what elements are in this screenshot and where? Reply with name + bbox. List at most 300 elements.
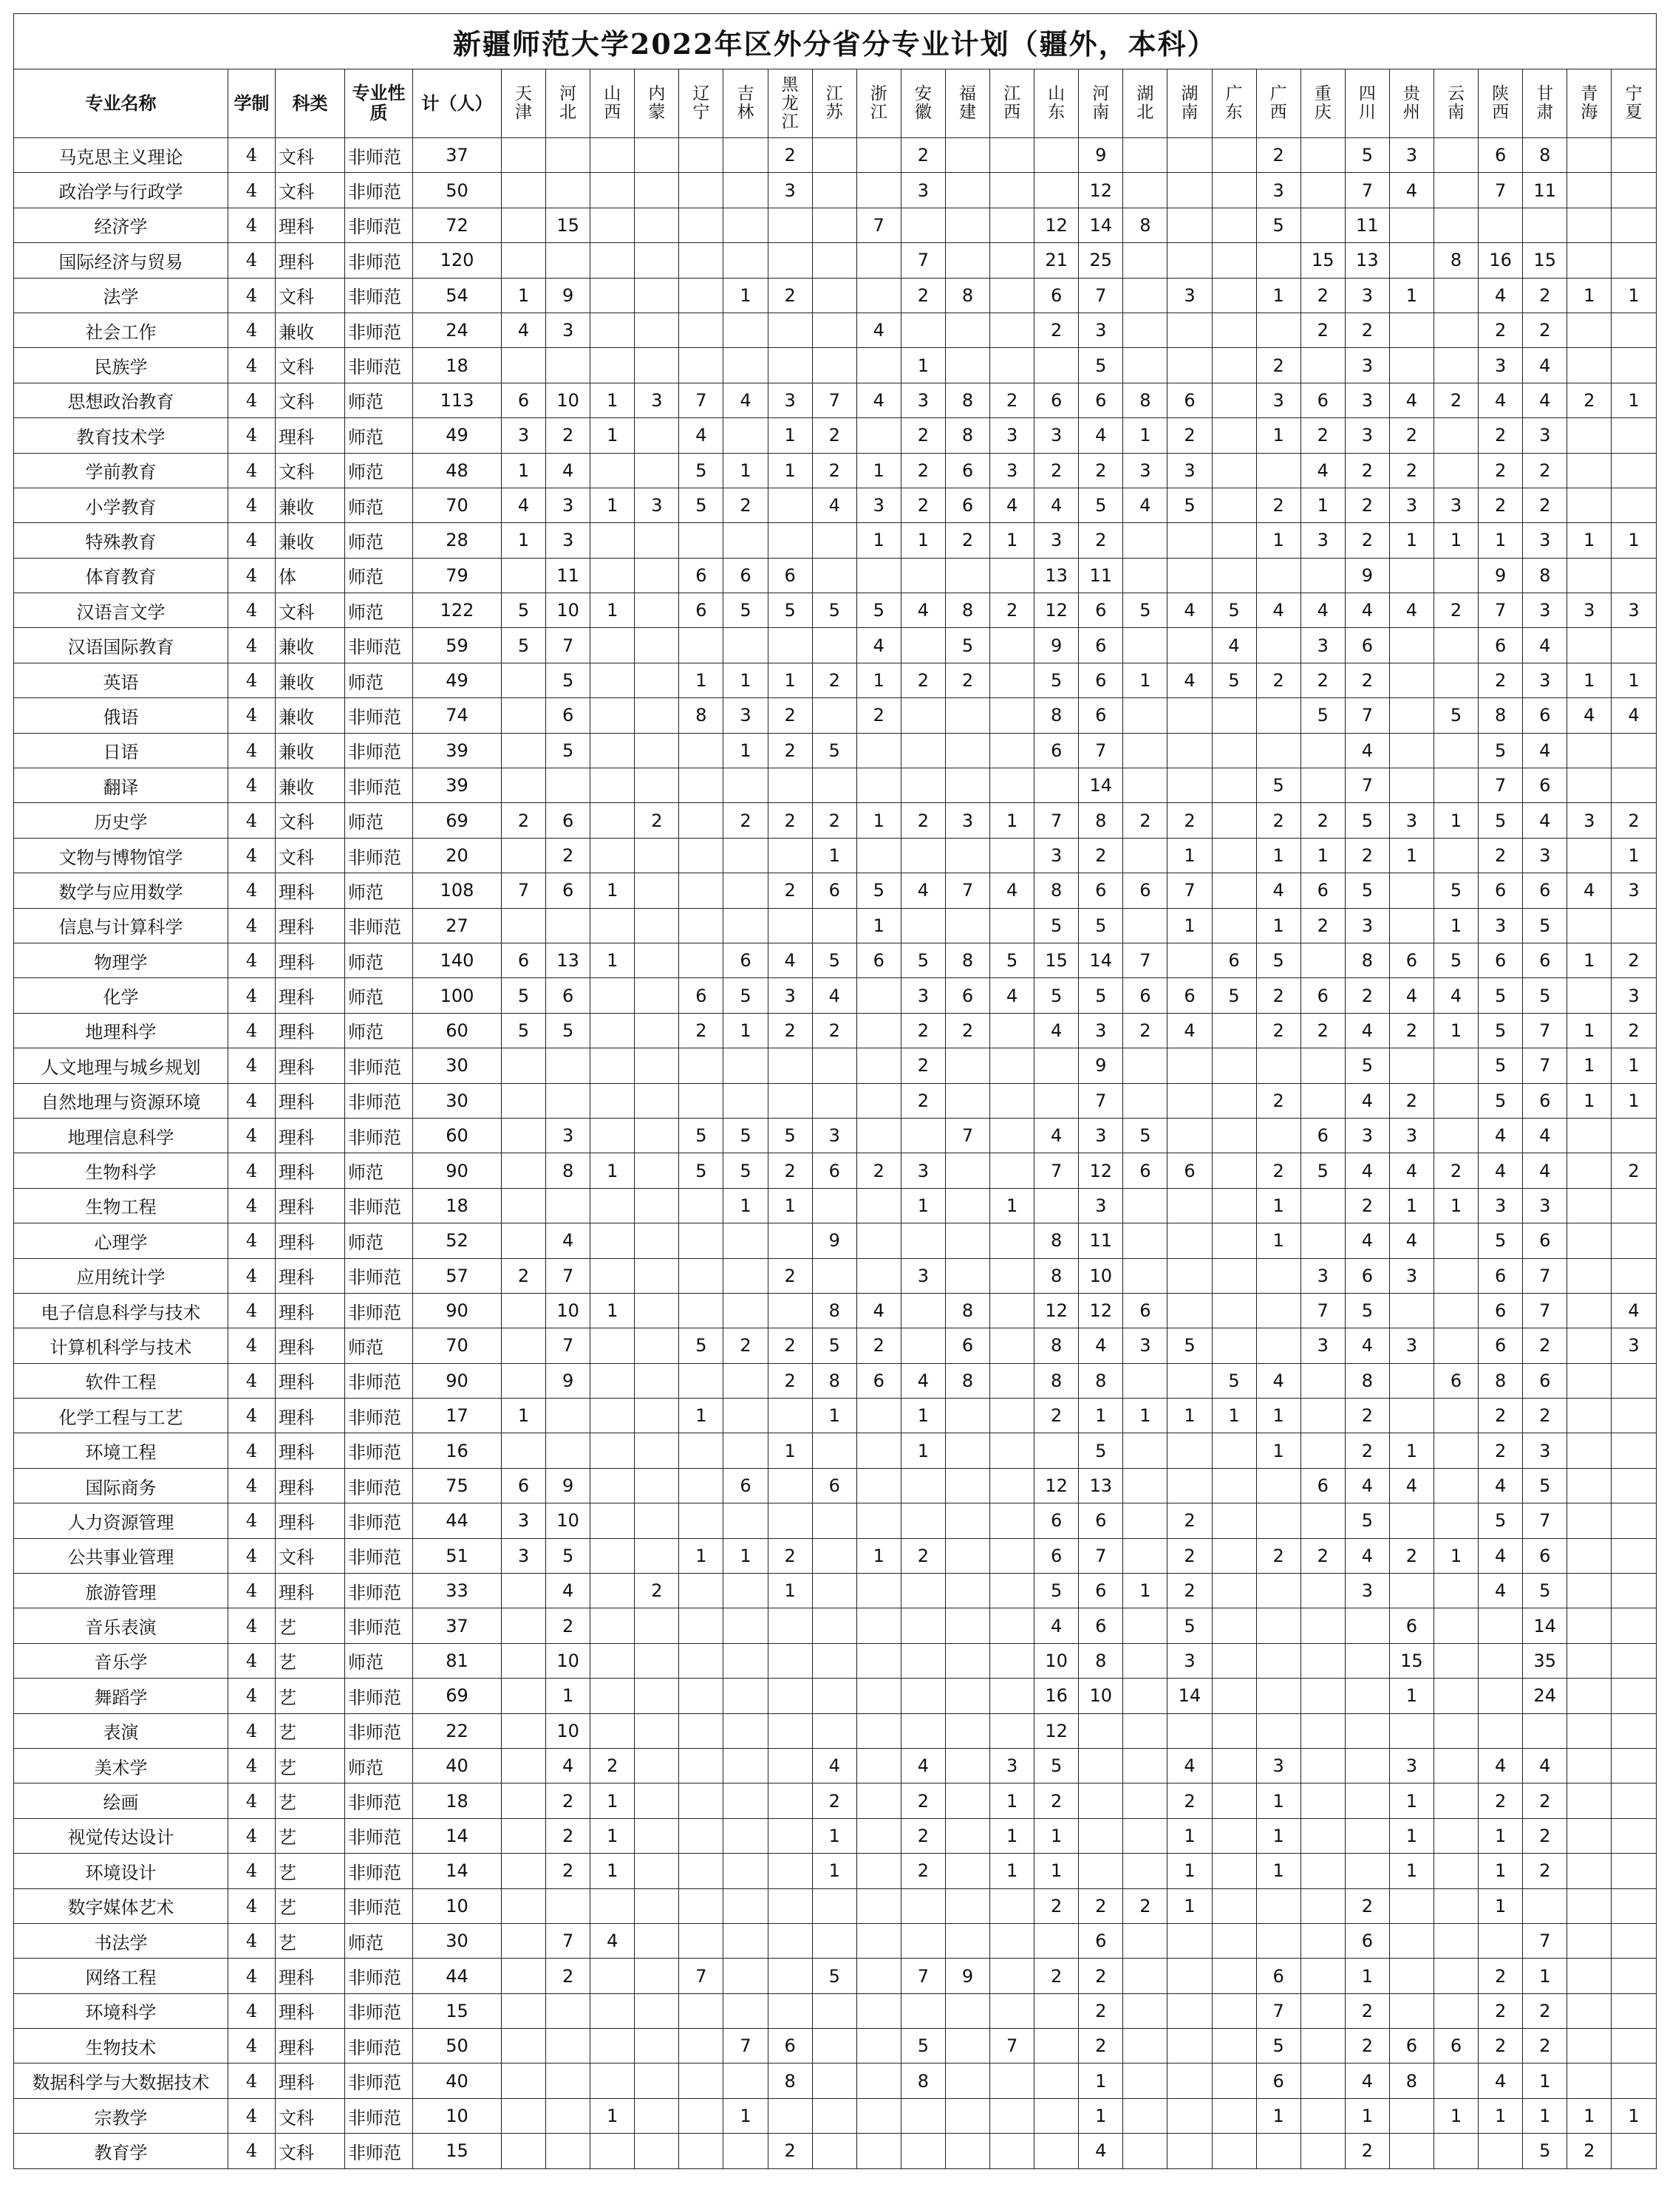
province-count-cell: 5 [502,1013,546,1048]
province-count-cell: 3 [1079,1118,1123,1153]
province-count-cell [723,1503,768,1538]
province-count-cell: 7 [502,873,546,908]
province-count-cell [1034,1188,1079,1223]
province-count-cell [1256,1574,1300,1608]
major-name-cell: 俄语 [14,698,228,733]
province-count-cell: 2 [1256,803,1300,838]
province-count-cell [635,628,679,663]
province-count-cell [679,1888,723,1923]
province-count-cell: 2 [1034,1399,1079,1433]
province-count-cell: 7 [679,383,723,417]
province-count-cell [1212,523,1256,558]
province-count-cell [1167,1993,1212,2028]
province-count-cell: 2 [812,1783,856,1818]
province-count-cell: 5 [1345,1048,1389,1083]
total-cell: 59 [413,628,502,663]
nature-cell: 师范 [345,978,413,1013]
duration-cell: 4 [228,2098,276,2133]
province-count-cell [1612,1363,1656,1398]
province-count-cell [546,2029,590,2063]
table-row [14,1399,1657,1433]
province-count-cell [1300,1748,1345,1783]
province-count-cell: 1 [1612,663,1656,697]
province-count-cell: 3 [990,418,1034,453]
province-count-cell [1212,313,1256,347]
province-count-cell: 4 [1345,1153,1389,1188]
province-count-cell: 7 [1523,1048,1567,1083]
province-count-cell: 6 [1123,1293,1167,1328]
province-count-cell: 35 [1523,1643,1567,1678]
province-count-cell [1212,1468,1256,1503]
table-row [14,803,1657,838]
province-count-cell [901,1118,945,1153]
province-count-cell: 1 [1612,1048,1656,1083]
province-count-cell [1389,698,1434,733]
province-count-cell [635,1399,679,1433]
province-count-cell [1256,1468,1300,1503]
province-count-cell: 2 [1079,838,1123,873]
province-count-cell [502,2063,546,2098]
province-count-cell [546,1048,590,1083]
province-count-cell [1256,313,1300,347]
province-count-cell: 5 [723,593,768,628]
province-count-cell: 5 [1523,978,1567,1013]
province-count-cell [1123,1538,1167,1573]
province-count-cell [1612,138,1656,173]
province-count-cell: 4 [1389,1153,1434,1188]
province-count-cell [590,1713,635,1748]
province-count-cell: 5 [1212,593,1256,628]
province-count-cell [1567,1503,1612,1538]
province-count-cell [1434,313,1478,347]
province-count-cell: 6 [1479,943,1523,977]
province-count-cell [1212,243,1256,278]
province-count-cell [768,243,812,278]
province-count-cell [723,1679,768,1713]
province-count-cell: 2 [768,803,812,838]
province-count-cell [502,243,546,278]
province-count-cell [546,348,590,383]
province-count-cell [1389,1923,1434,1958]
province-count-cell: 3 [768,383,812,417]
category-cell: 理科 [276,908,345,943]
province-count-cell: 4 [812,488,856,522]
province-count-cell [723,1959,768,1993]
province-count-cell [990,1538,1034,1573]
province-count-cell: 3 [546,523,590,558]
province-count-cell: 5 [1212,978,1256,1013]
duration-cell: 4 [228,523,276,558]
province-count-cell [812,173,856,208]
province-count-cell: 1 [723,1013,768,1048]
province-count-cell [1123,558,1167,593]
province-count-cell: 1 [1479,523,1523,558]
province-count-cell: 5 [1034,978,1079,1013]
province-count-cell [812,1503,856,1538]
province-count-cell: 1 [1567,523,1612,558]
province-count-cell: 6 [1345,1258,1389,1293]
province-count-cell [812,1643,856,1678]
province-count-cell [901,1713,945,1748]
total-cell: 27 [413,908,502,943]
province-count-cell: 6 [856,943,901,977]
province-count-cell: 1 [1612,838,1656,873]
province-count-cell: 1 [1123,1574,1167,1608]
province-count-cell [1567,173,1612,208]
duration-cell: 4 [228,383,276,417]
province-count-cell [768,1959,812,1993]
province-count-cell [1612,1713,1656,1748]
province-count-cell: 2 [1256,1538,1300,1573]
province-count-cell: 4 [901,1363,945,1398]
province-count-cell [990,348,1034,383]
province-count-cell: 6 [768,558,812,593]
province-count-cell [1389,2098,1434,2133]
province-count-cell: 4 [768,943,812,977]
province-count-cell [679,1188,723,1223]
total-cell: 50 [413,2029,502,2063]
province-count-cell [502,1818,546,1853]
province-count-cell [945,1748,989,1783]
province-count-cell: 7 [1034,1153,1079,1188]
province-count-cell [679,2063,723,2098]
province-count-cell [1079,1818,1123,1853]
total-cell: 44 [413,1503,502,1538]
major-name-cell: 地理信息科学 [14,1118,228,1153]
major-name-cell: 化学工程与工艺 [14,1399,228,1433]
province-count-cell: 10 [1079,1679,1123,1713]
province-count-cell: 2 [723,1328,768,1363]
duration-cell: 4 [228,1643,276,1678]
province-count-cell [945,2029,989,2063]
province-count-cell [1612,1188,1656,1223]
province-count-cell: 2 [635,1574,679,1608]
province-count-cell [1034,1433,1079,1468]
major-name-cell: 环境科学 [14,1993,228,2028]
province-count-cell [1212,1608,1256,1643]
province-count-cell [546,138,590,173]
province-count-cell: 3 [901,978,945,1013]
province-count-cell [635,1643,679,1678]
province-count-cell [856,1399,901,1433]
province-count-cell: 2 [1523,313,1567,347]
province-count-cell: 3 [1345,278,1389,313]
province-count-cell: 6 [945,978,989,1013]
province-count-cell: 3 [901,173,945,208]
province-count-cell [768,1503,812,1538]
table-row [14,418,1657,453]
nature-cell: 师范 [345,1223,413,1258]
province-count-cell [812,1574,856,1608]
province-count-cell [990,313,1034,347]
province-count-cell: 8 [945,278,989,313]
province-count-cell [812,2029,856,2063]
duration-cell: 4 [228,2063,276,2098]
nature-cell: 非师范 [345,1468,413,1503]
province-count-cell [812,1083,856,1118]
province-count-cell: 1 [856,453,901,488]
province-count-cell [635,873,679,908]
nature-cell: 非师范 [345,1713,413,1748]
province-count-cell: 1 [1523,1959,1567,1993]
province-count-cell [679,1993,723,2028]
province-count-cell [546,1188,590,1223]
province-count-cell [502,1118,546,1153]
province-count-cell [990,1923,1034,1958]
province-count-cell [901,768,945,803]
province-count-cell: 12 [1034,593,1079,628]
province-count-cell: 8 [945,593,989,628]
province-count-cell [856,1188,901,1223]
province-count-cell [1123,1223,1167,1258]
province-count-cell [990,1643,1034,1678]
province-count-cell [723,1783,768,1818]
province-count-cell [1434,418,1478,453]
province-count-cell: 7 [945,873,989,908]
province-count-cell: 5 [1345,873,1389,908]
province-count-cell [945,558,989,593]
province-count-cell: 3 [1389,1748,1434,1783]
table-row [14,1048,1657,1083]
province-count-cell [590,2063,635,2098]
province-count-cell [502,1748,546,1783]
province-count-cell: 1 [590,593,635,628]
province-count-cell [635,1888,679,1923]
province-count-cell: 6 [1345,628,1389,663]
total-cell: 52 [413,1223,502,1258]
province-count-cell: 4 [856,383,901,417]
province-count-cell: 2 [901,138,945,173]
province-count-cell [1123,2098,1167,2133]
province-count-cell: 2 [546,1854,590,1888]
province-count-cell [723,908,768,943]
province-count-cell: 2 [1167,1783,1212,1818]
province-count-cell: 2 [1034,1959,1079,1993]
duration-cell: 4 [228,698,276,733]
nature-cell: 师范 [345,453,413,488]
total-cell: 50 [413,173,502,208]
nature-cell: 非师范 [345,2098,413,2133]
province-count-cell [856,1503,901,1538]
province-count-cell: 12 [1034,1713,1079,1748]
province-count-cell [679,943,723,977]
province-count-cell [1123,733,1167,768]
table-row [14,1538,1657,1573]
province-count-cell [1123,2134,1167,2168]
category-cell: 文科 [276,383,345,417]
province-count-cell: 5 [1479,1503,1523,1538]
major-name-cell: 软件工程 [14,1363,228,1398]
province-count-cell [1300,1223,1345,1258]
province-count-cell: 4 [1479,383,1523,417]
province-count-cell [635,1818,679,1853]
table-row [14,1083,1657,1118]
province-count-cell: 3 [1079,1188,1123,1223]
category-cell: 理科 [276,2029,345,2063]
province-count-cell: 5 [1523,908,1567,943]
province-count-cell: 6 [1079,698,1123,733]
province-count-cell [1256,1293,1300,1328]
province-count-cell [901,628,945,663]
table-row [14,1468,1657,1503]
province-count-cell [1479,1713,1523,1748]
province-count-cell [1167,1713,1212,1748]
province-count-cell: 7 [990,2029,1034,2063]
province-count-cell [1300,1959,1345,1993]
province-count-cell: 6 [856,1363,901,1398]
province-count-cell [1256,1679,1300,1713]
province-count-cell [768,488,812,522]
province-count-cell: 6 [723,558,768,593]
major-name-cell: 生物科学 [14,1153,228,1188]
table-row [14,1923,1657,1958]
province-count-cell: 2 [1389,1538,1434,1573]
province-count-cell [768,1048,812,1083]
province-count-cell: 4 [1434,978,1478,1013]
province-count-cell [590,1679,635,1713]
province-count-cell: 5 [1034,1574,1079,1608]
table-row [14,1118,1657,1153]
total-cell: 49 [413,663,502,697]
province-count-cell: 3 [1300,1328,1345,1363]
province-count-cell [1612,2063,1656,2098]
province-count-cell: 4 [1034,1118,1079,1153]
province-count-cell: 4 [1479,1118,1523,1153]
province-count-cell [856,138,901,173]
province-count-cell: 1 [812,1854,856,1888]
province-count-cell: 3 [901,383,945,417]
category-cell: 理科 [276,2063,345,2098]
province-count-cell: 1 [1389,1188,1434,1223]
province-count-cell [1123,173,1167,208]
province-count-cell: 10 [1034,1643,1079,1678]
province-count-cell [990,1258,1034,1293]
province-count-cell [590,768,635,803]
duration-cell: 4 [228,2134,276,2168]
province-count-cell: 2 [768,1328,812,1363]
province-count-cell [901,1608,945,1643]
duration-cell: 4 [228,1399,276,1433]
major-name-cell: 网络工程 [14,1959,228,1993]
province-count-cell: 2 [1345,523,1389,558]
nature-cell: 师范 [345,943,413,977]
province-count-cell [723,1643,768,1678]
major-name-cell: 自然地理与资源环境 [14,1083,228,1118]
province-count-cell [1123,2029,1167,2063]
province-count-cell [590,138,635,173]
major-name-cell: 心理学 [14,1223,228,1258]
province-count-cell: 1 [1300,488,1345,522]
province-count-cell: 1 [679,1399,723,1433]
province-count-cell [1434,453,1478,488]
province-count-cell [768,1679,812,1713]
province-count-cell: 3 [1479,348,1523,383]
province-count-cell [812,138,856,173]
province-count-cell [546,2134,590,2168]
category-cell: 文科 [276,348,345,383]
duration-cell: 4 [228,1328,276,1363]
province-count-cell [1212,1293,1256,1328]
province-count-cell [990,1363,1034,1398]
province-count-cell [1345,1608,1389,1643]
province-count-cell: 1 [1479,1818,1523,1853]
province-count-cell [723,838,768,873]
province-count-cell: 5 [1034,663,1079,697]
province-count-cell: 2 [1479,663,1523,697]
province-count-cell [856,1118,901,1153]
province-count-cell [1389,908,1434,943]
province-count-cell: 3 [1389,1328,1434,1363]
duration-cell: 4 [228,1468,276,1503]
province-count-cell [1434,1679,1478,1713]
table-row [14,663,1657,697]
category-cell: 兼收 [276,663,345,697]
province-count-cell: 5 [723,1118,768,1153]
province-count-cell [856,1574,901,1608]
header-duration: 学制 [228,69,276,138]
province-count-cell: 6 [1523,768,1567,803]
category-cell: 理科 [276,1363,345,1398]
province-count-cell [1123,838,1167,873]
province-count-cell: 2 [1434,1153,1478,1188]
province-count-cell: 5 [546,733,590,768]
province-count-cell: 1 [1123,663,1167,697]
nature-cell: 非师范 [345,1399,413,1433]
province-count-cell [1612,1538,1656,1573]
province-count-cell: 2 [1523,1854,1567,1888]
province-count-cell: 2 [1612,943,1656,977]
province-count-cell [1212,1433,1256,1468]
province-count-cell: 8 [679,698,723,733]
province-count-cell: 3 [1479,908,1523,943]
province-count-cell [1123,1679,1167,1713]
province-count-cell: 1 [1212,1399,1256,1433]
province-count-cell: 2 [990,383,1034,417]
province-count-cell: 8 [1079,803,1123,838]
province-count-cell: 8 [1034,873,1079,908]
province-count-cell [1167,1433,1212,1468]
province-count-cell [1256,1328,1300,1363]
province-count-cell: 5 [1523,1468,1567,1503]
province-count-cell: 7 [1523,1923,1567,1958]
province-count-cell: 2 [1167,1503,1212,1538]
province-count-cell [901,698,945,733]
province-count-cell: 3 [546,1118,590,1153]
province-count-cell: 2 [1389,453,1434,488]
province-count-cell [635,593,679,628]
province-count-cell: 3 [1034,838,1079,873]
province-count-cell [590,208,635,242]
province-count-cell [1567,1643,1612,1678]
table-row [14,943,1657,977]
total-cell: 20 [413,838,502,873]
province-count-cell [1123,1433,1167,1468]
province-count-cell [812,1679,856,1713]
province-count-cell: 1 [1167,1818,1212,1853]
major-name-cell: 化学 [14,978,228,1013]
province-count-cell: 12 [1079,1293,1123,1328]
province-count-cell: 1 [1389,1854,1434,1888]
province-count-cell [768,313,812,347]
province-count-cell [901,838,945,873]
province-count-cell [1300,1433,1345,1468]
province-count-cell [945,698,989,733]
province-count-cell: 1 [1079,1399,1123,1433]
province-count-cell: 6 [945,488,989,522]
province-count-cell [1389,1503,1434,1538]
province-count-cell: 2 [1079,1888,1123,1923]
province-count-cell [1434,2063,1478,2098]
